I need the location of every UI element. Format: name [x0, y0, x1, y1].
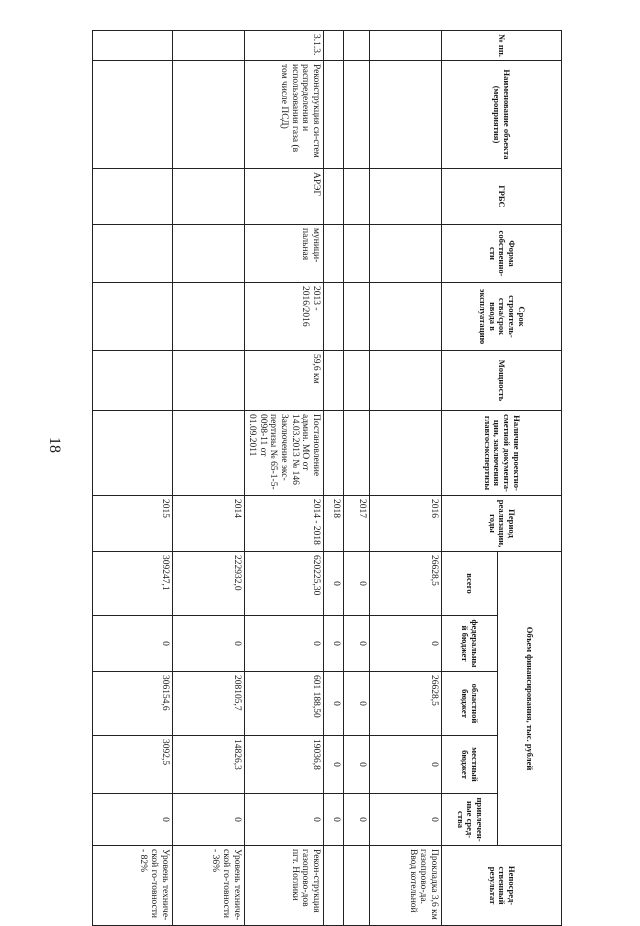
- cell-attracted: 0: [324, 794, 344, 846]
- header-federal: федеральный бюджет: [442, 616, 498, 672]
- cell-period: 2017: [344, 496, 370, 552]
- cell-attracted: 0: [244, 794, 323, 846]
- cell-num: [370, 31, 442, 61]
- rotated-document-table: [100, 30, 562, 921]
- cell-result: Прокладка 3,6 км газопрово-да. Ввод котельной: [370, 846, 442, 926]
- cell-federal: 0: [92, 616, 172, 672]
- cell-term: [344, 283, 370, 351]
- cell-ownership: муници-пальная: [244, 225, 323, 283]
- table-row: [244, 31, 323, 926]
- cell-regional: 26628,5: [370, 672, 442, 736]
- cell-term: [324, 283, 344, 351]
- cell-docs: Постановление админ. МО от 14.03.2013 № 146 Заключение экс-пертизы № 65-1-5-0098-11 от 01.09.2011: [244, 411, 323, 496]
- cell-ownership: [324, 225, 344, 283]
- cell-docs: [324, 411, 344, 496]
- cell-attracted: 0: [344, 794, 370, 846]
- table-row: [344, 31, 370, 926]
- cell-capacity: [344, 351, 370, 411]
- cell-name: [92, 61, 172, 169]
- cell-total: 222932,0: [172, 552, 244, 616]
- cell-grbs: [92, 169, 172, 225]
- table-row: [370, 31, 442, 926]
- cell-local: 0: [324, 736, 344, 794]
- cell-capacity: [172, 351, 244, 411]
- cell-total: 26628,5: [370, 552, 442, 616]
- cell-period: 2014: [172, 496, 244, 552]
- cell-ownership: [92, 225, 172, 283]
- header-grbs: ГРБС: [442, 169, 562, 225]
- cell-local: 0: [344, 736, 370, 794]
- cell-name: Реконструкция си-стем распределения и использования газа (в том числе ПСД): [244, 61, 323, 169]
- cell-docs: [370, 411, 442, 496]
- cell-federal: 0: [324, 616, 344, 672]
- header-financing: Объем финансирования, тыс. рублей: [498, 552, 562, 846]
- header-capacity: Мощность: [442, 351, 562, 411]
- cell-federal: 0: [370, 616, 442, 672]
- cell-regional: 306154,6: [92, 672, 172, 736]
- cell-attracted: 0: [172, 794, 244, 846]
- cell-regional: 0: [324, 672, 344, 736]
- cell-capacity: [92, 351, 172, 411]
- header-period: Период реализации, годы: [442, 496, 562, 552]
- cell-attracted: 0: [370, 794, 442, 846]
- cell-term: [172, 283, 244, 351]
- cell-result: [344, 846, 370, 926]
- cell-result: Уровень техниче-ской го-товности - 36%: [172, 846, 244, 926]
- cell-num: [344, 31, 370, 61]
- header-total: всего: [442, 552, 498, 616]
- header-result: Непосред-ственный результат: [442, 846, 562, 926]
- cell-num: 3.1.3.: [244, 31, 323, 61]
- header-docs: Наличие проектно-сметной документа-ции, заключения главгосэкспертизы: [442, 411, 562, 496]
- cell-grbs: [324, 169, 344, 225]
- cell-total: 0: [344, 552, 370, 616]
- header-ownership: Форма собственно-сти: [442, 225, 562, 283]
- cell-docs: [92, 411, 172, 496]
- cell-local: 0: [370, 736, 442, 794]
- cell-capacity: [370, 351, 442, 411]
- cell-ownership: [344, 225, 370, 283]
- table-row: [172, 31, 244, 926]
- cell-period: 2014 - 2018: [244, 496, 323, 552]
- header-name: Наименование объекта (мероприятия): [442, 61, 562, 169]
- header-attracted: привлечен-ные сред-ства: [442, 794, 498, 846]
- cell-local: 19036,8: [244, 736, 323, 794]
- cell-regional: 0: [344, 672, 370, 736]
- cell-total: 309247,1: [92, 552, 172, 616]
- cell-name: [370, 61, 442, 169]
- page-number: 18: [46, 437, 63, 453]
- financing-table: [92, 30, 562, 926]
- cell-docs: [172, 411, 244, 496]
- cell-attracted: 0: [92, 794, 172, 846]
- header-regional: областной бюджет: [442, 672, 498, 736]
- cell-total: 620225,30: [244, 552, 323, 616]
- cell-num: [324, 31, 344, 61]
- cell-period: 2016: [370, 496, 442, 552]
- table-row: [324, 31, 344, 926]
- cell-term: [92, 283, 172, 351]
- header-term: Срок строитель-ства/срок ввода в эксплуатацию: [442, 283, 562, 351]
- cell-ownership: [370, 225, 442, 283]
- cell-total: 0: [324, 552, 344, 616]
- cell-federal: 0: [172, 616, 244, 672]
- cell-grbs: [344, 169, 370, 225]
- cell-term: [370, 283, 442, 351]
- cell-federal: 0: [344, 616, 370, 672]
- cell-name: [344, 61, 370, 169]
- cell-name: [324, 61, 344, 169]
- header-local: местный бюджет: [442, 736, 498, 794]
- cell-result: [324, 846, 344, 926]
- header-num: № пп.: [442, 31, 562, 61]
- cell-local: 14826,3: [172, 736, 244, 794]
- cell-local: 3092,5: [92, 736, 172, 794]
- cell-capacity: 59,6 км: [244, 351, 323, 411]
- cell-term: 2013 - 2016/2016: [244, 283, 323, 351]
- cell-period: 2015: [92, 496, 172, 552]
- cell-regional: 601 188,50: [244, 672, 323, 736]
- cell-capacity: [324, 351, 344, 411]
- table-row: [92, 31, 172, 926]
- cell-result: Уровень техниче-ской го-товности - 82%: [92, 846, 172, 926]
- cell-grbs: АРЭГ: [244, 169, 323, 225]
- cell-num: [172, 31, 244, 61]
- cell-docs: [344, 411, 370, 496]
- cell-period: 2018: [324, 496, 344, 552]
- cell-grbs: [370, 169, 442, 225]
- cell-num: [92, 31, 172, 61]
- cell-result: Рекон-струкция газопрово-дов пгт. Ноглики: [244, 846, 323, 926]
- cell-regional: 208105,7: [172, 672, 244, 736]
- cell-name: [172, 61, 244, 169]
- cell-grbs: [172, 169, 244, 225]
- cell-federal: 0: [244, 616, 323, 672]
- cell-ownership: [172, 225, 244, 283]
